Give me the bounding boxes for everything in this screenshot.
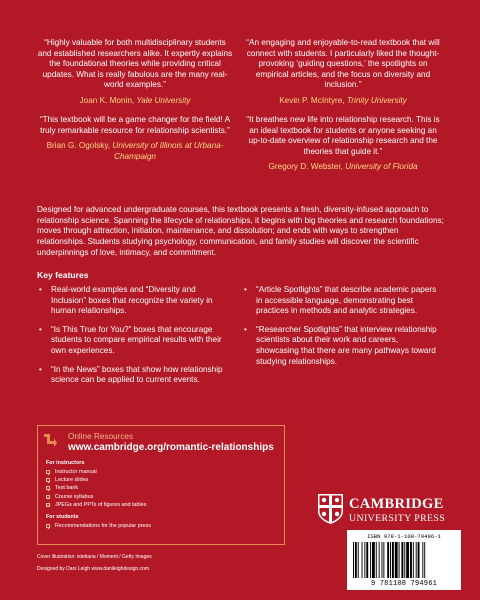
barcode-bar (424, 542, 425, 578)
barcode-bar (406, 542, 409, 578)
barcode-bar (372, 542, 375, 578)
cambridge-logo (317, 493, 457, 527)
bullet-icon: • (39, 364, 42, 374)
quote-attribution (245, 162, 441, 173)
barcode-bar (376, 542, 377, 578)
list-item: JPEGs and PPTs of figures and tables (46, 501, 146, 509)
quote-attribution (245, 96, 441, 107)
key-feature-text: “Is This True for You?” boxes that encourage students to compare empirical results with their own experiences. (51, 324, 222, 355)
barcode-bar (355, 542, 357, 578)
key-feature-text: “Researcher Spotlights” that interview relationship scientists about their work and careers, showcasing that there are many pathways toward studying relationships. (256, 324, 437, 366)
bullet-icon: • (39, 324, 42, 334)
barcode-bar (387, 542, 389, 578)
key-feature-item (242, 285, 442, 317)
book-description: Designed for advanced undergraduate courses, this textbook presents a fresh, diversity-infused approach to relationship science. Spanning the lifecycle of relationships, it begins with big theories and research foundations; moves through attraction, initiation, maintenance, and dissolution; and ends with ways to strengthen relationships. Students studying psychology, communication, and family studies will discover the scientific underpinnings of love, intimacy, and commitment. (37, 205, 444, 257)
design-credit: Designed by Dani Leigh www.danileighdesign.com (37, 566, 150, 572)
checkbox-icon (46, 524, 50, 528)
quote-text: “An engaging and enjoyable-to-read textbook that will connect with students. I particularly liked the thought-provoking ‘guiding questions,’ the spotlights on empirical articles, and the focus on diversity and inclusion.” (246, 38, 440, 90)
bullet-icon: • (39, 285, 42, 294)
quote-author: Gregory D. Webster, (268, 162, 343, 172)
quote-institution: University of Florida (345, 162, 418, 172)
online-resources-box (37, 425, 285, 545)
arrow-icon (42, 432, 58, 448)
publisher-name: CAMBRIDGE (349, 496, 444, 512)
quote-institution: Yale University (136, 95, 191, 105)
student-resources-list (46, 522, 151, 530)
endorsement-quote (245, 38, 441, 107)
key-feature-item (37, 365, 232, 386)
quote-author: Kevin P. McIntyre, (279, 95, 345, 105)
quote-attribution (37, 141, 233, 162)
barcode-bar (401, 542, 403, 578)
endorsement-quote (37, 115, 233, 162)
barcode-bar (395, 542, 398, 578)
endorsement-quote (245, 115, 441, 173)
list-item: Course syllabus (46, 493, 146, 501)
endorsement-quote (37, 38, 233, 107)
key-feature-item (37, 285, 232, 317)
barcode-bar (370, 542, 371, 578)
quote-attribution (37, 96, 233, 107)
barcode-bar (410, 542, 412, 578)
bullet-icon: • (244, 285, 247, 294)
key-feature-text: Real-world examples and “Diversity and Inclusion” boxes that recognize the variety in human relationships. (51, 285, 213, 316)
quote-author: Joan K. Monin, (79, 95, 135, 105)
barcode-bar (418, 542, 420, 578)
barcode-bar (366, 542, 368, 578)
barcode-bar (413, 542, 414, 578)
barcode-bar (362, 542, 363, 578)
list-item: Instructor manual (46, 468, 146, 476)
publisher-press: UNIVERSITY PRESS (349, 513, 446, 524)
quote-text: “This textbook will be a game changer for the field! A truly remarkable resource for relationship scientists.” (39, 115, 231, 135)
key-feature-text: “In the News” boxes that show how relationship science can be applied to current events. (51, 364, 223, 385)
checkbox-icon (46, 478, 50, 482)
barcode-bar (392, 542, 394, 578)
barcode-bar (404, 542, 405, 578)
list-item: Lecture slides (46, 476, 146, 484)
barcode-bar (364, 542, 365, 578)
instructor-resources-list (46, 468, 146, 509)
key-features-left-column (37, 285, 232, 394)
quote-author: Brian G. Ogolsky, (46, 141, 111, 151)
students-heading: For students (46, 514, 79, 520)
barcode-bar (390, 542, 391, 578)
checkbox-icon (46, 486, 50, 490)
bullet-icon: • (244, 324, 247, 334)
barcode-bar (422, 542, 423, 578)
list-item: Recommendations for the popular press (46, 522, 151, 530)
quote-text: “It breathes new life into relationship research. This is an ideal textbook for students or anyone seeking an up-to-date overview of relationship research and the theories that guide it.” (246, 115, 440, 156)
isbn-label: ISBN 978-1-108-79496-1 (367, 533, 441, 540)
key-feature-item (37, 325, 232, 357)
barcode-bar (379, 542, 380, 578)
instructors-heading: For instructors (46, 460, 85, 466)
key-features-heading: Key features (37, 270, 89, 280)
barcode-bar (382, 542, 383, 578)
quote-text: “Highly valuable for both multidisciplinary students and established researchers alike. It expertly explains the foundational theories while providing critical updates. What is really fabulous are the many real-world examples.” (37, 38, 233, 90)
resources-url-link[interactable]: www.cambridge.org/romantic-relationships (68, 442, 274, 453)
checkbox-icon (46, 470, 50, 474)
key-feature-text: “Article Spotlights” that describe academic papers in accessible language, demonstrating best practices in methods and analytic strategies. (256, 285, 437, 316)
cover-credit: Cover illustration: istetiana / Moment / Getty Images (37, 554, 152, 560)
barcode-bar (383, 542, 384, 578)
barcode-bars (353, 542, 455, 578)
key-feature-item (242, 325, 442, 367)
quote-institution: Trinity University (346, 95, 407, 105)
checkbox-icon (46, 495, 50, 499)
barcode-bar (399, 542, 400, 578)
quote-institution: University of Illinois at Urbana-Champaign (112, 141, 224, 161)
barcode-bar (353, 542, 354, 578)
isbn-digits: 9 781108 794961 (370, 580, 437, 588)
crest-icon (317, 493, 344, 525)
isbn-barcode (347, 530, 461, 590)
barcode-bar (358, 542, 359, 578)
barcode-bar (416, 542, 417, 578)
list-item: Test bank (46, 484, 146, 492)
online-resources-title: Online Resources (68, 432, 134, 441)
key-features-right-column (242, 285, 442, 375)
checkbox-icon (46, 503, 50, 507)
